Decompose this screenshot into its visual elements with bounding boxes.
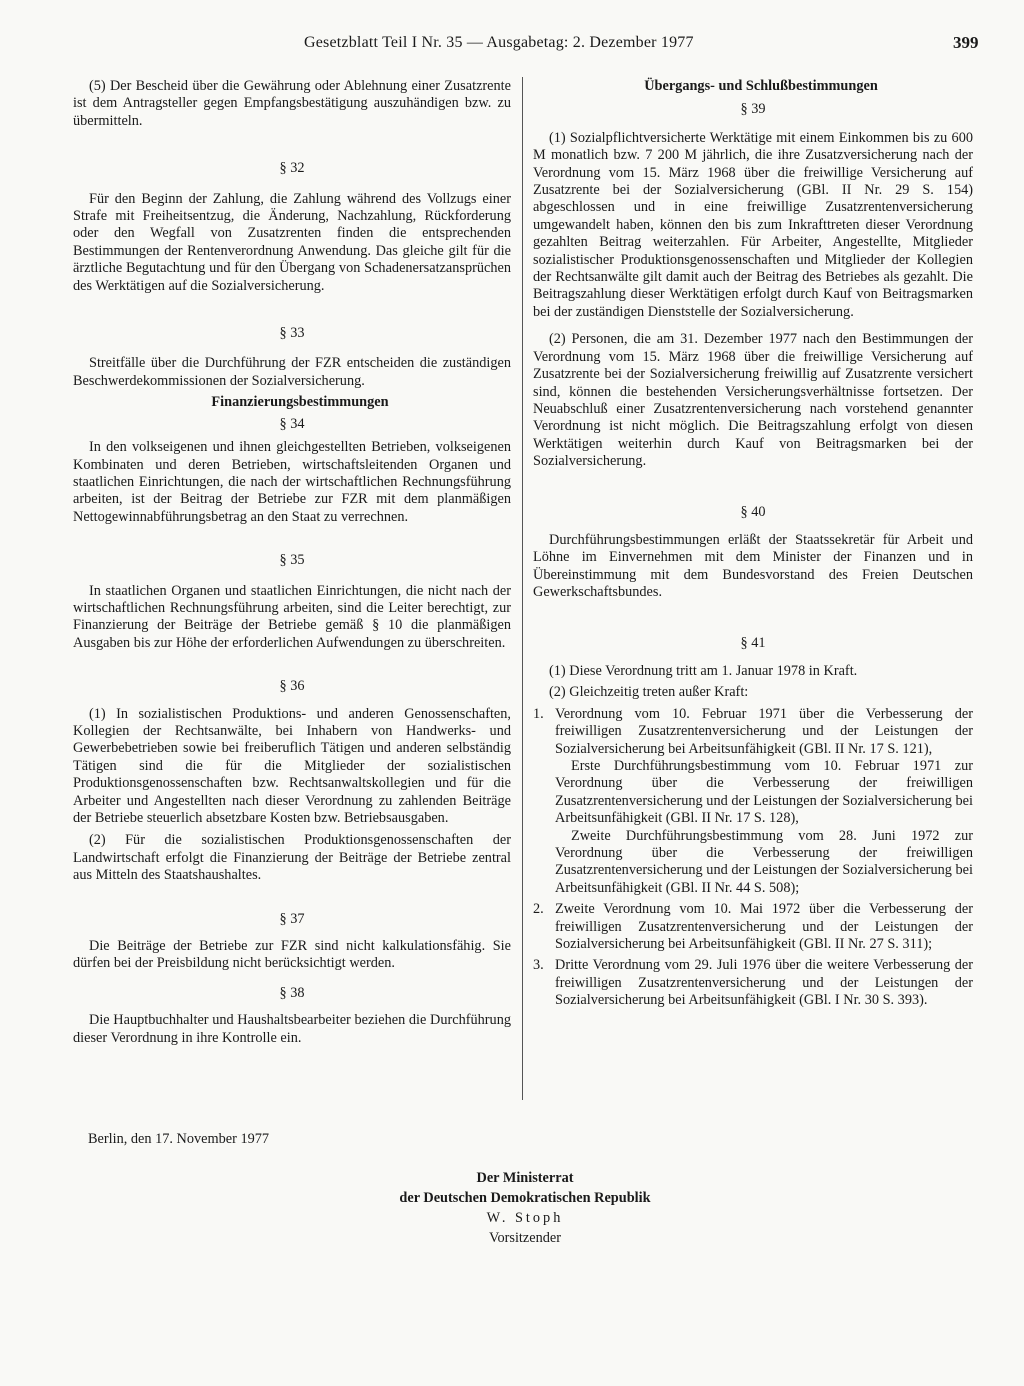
repeal-item-3 — [533, 957, 973, 1009]
right-column — [533, 78, 973, 1010]
section-36-paragraph-1: (1) In sozialistischen Produktions- und anderen Genossenschaften, Kollegien der Rechtsanwälte, bei Inhabern von Handwerks- und Gewerbebetrieben sowie bei freiberuflich Tätigen und anderen selbständig Tätigen sind die für die Mitglieder der sozialistischen Produktionsgenossenschaften bzw. Rechtsanwaltskollegien und für die Arbeiter und Angestellten nach dieser Verordnung zu zahlenden Beiträge der Betriebe steuerlich absetzbare Kosten bzw. Betriebsausgaben. — [73, 705, 511, 826]
running-title: Gesetzblatt Teil I Nr. 35 — Ausgabetag: 2. Dezember 1977 — [304, 34, 694, 51]
signature-block — [380, 1168, 670, 1248]
section-36-title: § 36 — [279, 678, 305, 695]
repeal-item-2 — [533, 901, 973, 953]
section-41-paragraph-2: (2) Gleichzeitig treten außer Kraft: — [549, 684, 749, 701]
repeal-item-1-text: Verordnung vom 10. Februar 1971 über die Verbesserung der freiwilligen Zusatzrentenversicherung und der Leistungen der Sozialversicherung bei Arbeitsunfähigkeit (GBl. II Nr. 17 S. 121), — [555, 705, 973, 757]
section-39-paragraph-2: (2) Personen, die am 31. Dezember 1977 nach den Bestimmungen der Verordnung vom 15. März 1968 über die freiwillige Versicherung auf Zusatzrente bei der Sozialversicherung freiwillig auf Zusatzrente versichert sind, können die bestehenden Versicherungsverhältnisse fortsetzen. Der Neuabschluß einer Zusatzrentenversicherung nach vorstehend genannter Verordnung ist nicht möglich. Die Beitragszahlung erfolgt von diesen Werktätigen weiterhin durch Kauf von Beitragsmarken bei der Sozialversicherung. — [533, 331, 973, 470]
signer-title: Vorsitzender — [489, 1230, 561, 1246]
dateline: Berlin, den 17. November 1977 — [88, 1131, 270, 1147]
repeal-item-2-number: 2. — [533, 901, 544, 918]
signer-name: W. Stoph — [486, 1210, 564, 1226]
transitional-heading: Übergangs- und Schlußbestimmungen — [644, 78, 878, 94]
page-number: 399 — [953, 33, 979, 52]
section-40-text: Durchführungsbestimmungen erläßt der Staatssekretär für Arbeit und Löhne im Einvernehmen mit dem Minister der Finanzen und in Übereinstimmung mit dem Bundesvorstand des Freien Deutschen Gewerkschaftsbundes. — [533, 531, 973, 601]
signature-body-line-1: Der Ministerrat — [476, 1170, 574, 1186]
section-34-text: In den volkseigenen und ihnen gleichgestellten Betrieben, volkseigenen Kombinaten und deren Betrieben, wirtschaftsleitenden Organen und staatlichen Einrichtungen, die nach der wirtschaftlichen Rechnungsführung arbeiten, ist der Beitrag der Betriebe zur FZR mit dem planmäßigen Nettogewinnabführungsbetrag an den Staat zu verrechnen. — [73, 439, 511, 525]
section-39-paragraph-1: (1) Sozialpflichtversicherte Werktätige mit einem Einkommen bis zu 600 M monatlich bzw. 7 200 M jährlich, die ihre Zusatzversicherung nach der Verordnung vom 15. März 1968 über die freiwillige Versicherung auf Zusatzrente bei der Sozialversicherung (GBl. II Nr. 29 S. 154) abgeschlossen und in eine freiwillige Zusatzrentenversicherung umgewandelt haben, können den bis zum Inkrafttreten dieser Verordnung gezahlten Beitrag weiterzahlen. Für Arbeiter, Angestellte, Mitglieder sozialistischer Produktionsgenossenschaften und Mitglieder der Kollegien der Rechtsanwälte gilt damit auch der Beitrag des Betriebes als gezahlt. Die Beitragszahlung dieser Werktätigen erfolgt durch Kauf von Beitragsmarken bei der zuständigen Dienststelle der Sozialversicherung. — [533, 129, 973, 320]
section-41-paragraph-1: (1) Diese Verordnung tritt am 1. Januar 1978 in Kraft. — [549, 662, 858, 679]
left-column — [73, 78, 511, 1047]
section-32-title: § 32 — [279, 160, 305, 177]
section-38-text: Die Hauptbuchhalter und Haushaltsbearbeiter beziehen die Durchführung dieser Verordnung in ihre Kontrolle ein. — [73, 1012, 511, 1046]
repeal-item-1-number: 1. — [533, 705, 544, 722]
column-divider — [522, 77, 523, 1100]
section-37-title: § 37 — [279, 910, 305, 927]
repeal-item-1-continuation-a: Erste Durchführungsbestimmung vom 10. Februar 1971 zur Verordnung über die Verbesserung der freiwilligen Zusatzrentenversicherung und der Leistungen der Sozialversicherung bei Arbeitsunfähigkeit (GBl. II Nr. 17 S. 128), — [555, 758, 973, 827]
repeal-item-1-continuation-b: Zweite Durchführungsbestimmung vom 28. Juni 1972 zur Verordnung über die Verbesserung der freiwilligen Zusatzrentenversicherung und der Leistungen der Sozialversicherung bei Arbeitsunfähigkeit (GBl. II Nr. 44 S. 508); — [555, 827, 973, 896]
repeal-item-3-text: Dritte Verordnung vom 29. Juli 1976 über die weitere Verbesserung der freiwilligen Zusatzrentenversicherung und der Leistungen der Sozialversicherung bei Arbeitsunfähigkeit (GBl. I Nr. 30 S. 393). — [555, 957, 973, 1009]
paragraph-31-5: (5) Der Bescheid über die Gewährung oder Ablehnung einer Zusatzrente ist dem Antragsteller gegen Empfangsbestätigung auszuhändigen bzw. zu übermitteln. — [73, 78, 511, 129]
signature-body-line-2: der Deutschen Demokratischen Republik — [399, 1190, 651, 1206]
section-35-title: § 35 — [279, 552, 305, 569]
section-37-text: Die Beiträge der Betriebe zur FZR sind nicht kalkulationsfähig. Sie dürfen bei der Preisbildung nicht berücksichtigt werden. — [73, 938, 511, 972]
section-41-title: § 41 — [740, 634, 766, 651]
financing-heading: Finanzierungsbestimmungen — [211, 394, 389, 411]
repeal-item-1 — [533, 706, 973, 758]
section-38-title: § 38 — [279, 984, 305, 1001]
section-40-title: § 40 — [740, 503, 766, 520]
section-39-title: § 39 — [740, 101, 766, 118]
section-34-title: § 34 — [279, 415, 305, 432]
section-33-text: Streitfälle über die Durchführung der FZR entscheiden die zuständigen Beschwerdekommissionen der Sozialversicherung. — [73, 355, 511, 389]
section-36-paragraph-2: (2) Für die sozialistischen Produktionsgenossenschaften der Landwirtschaft erfolgt die Finanzierung der Beiträge der Betriebe zentral aus Mitteln des Staatshaushaltes. — [73, 832, 511, 884]
repeal-item-3-number: 3. — [533, 957, 544, 974]
section-35-text: In staatlichen Organen und staatlichen Einrichtungen, die nicht nach der wirtschaftlichen Rechnungsführung arbeiten, sind die Leiter berechtigt, zur Finanzierung der Beiträge der Betriebe gemäß § 10 die planmäßigen Ausgaben bis zur Höhe der erforderlichen Aufwendungen zu überschreiten. — [73, 582, 511, 651]
section-33-title: § 33 — [279, 325, 305, 342]
section-32-text: Für den Beginn der Zahlung, die Zahlung während des Vollzugs einer Strafe mit Freiheitsentzug, die Änderung, Nachzahlung, Rückforderung oder den Wegfall von Zusatzrenten finden die entsprechenden Bestimmungen der Rentenverordnung Anwendung. Das gleiche gilt für die ärztliche Begutachtung und für den Übergang von Schadenersatzansprüchen des Werktätigen auf die Sozialversicherung. — [73, 190, 511, 294]
repeal-item-2-text: Zweite Verordnung vom 10. Mai 1972 über die Verbesserung der freiwilligen Zusatzrentenversicherung und der Leistungen der Sozialversicherung bei Arbeitsunfähigkeit (GBl. II Nr. 27 S. 311); — [555, 901, 973, 953]
